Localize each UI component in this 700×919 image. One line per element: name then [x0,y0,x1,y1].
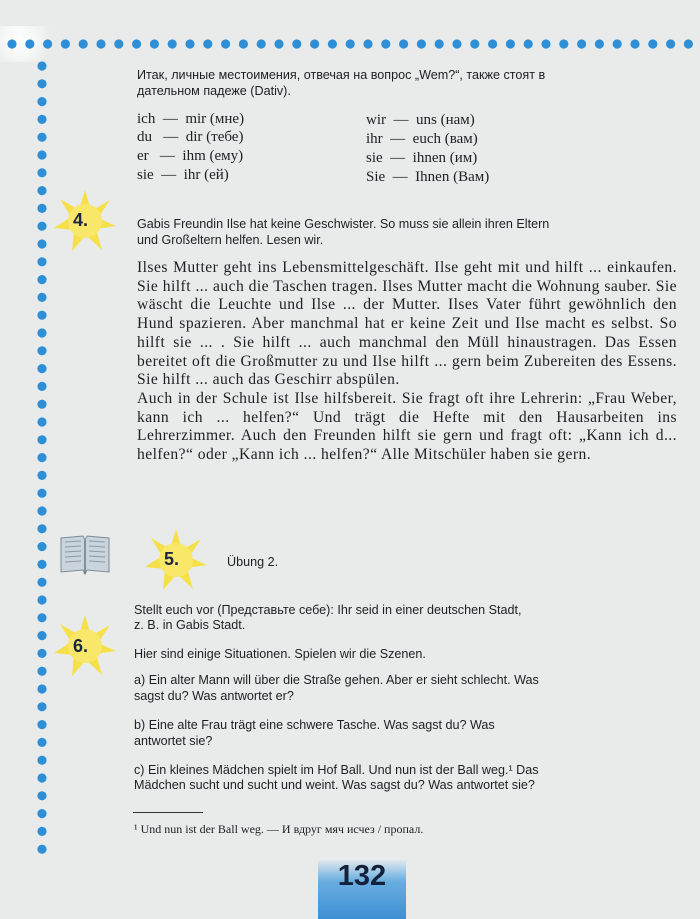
border-dot [114,39,123,48]
border-dot [25,39,34,48]
border-dot [37,239,46,248]
situation-c-line-2: Mädchen sucht und sucht und weint. Was sagst du? Was antwortet sie? [134,778,535,792]
border-dot [96,39,105,48]
border-dot [613,39,622,48]
pronoun-ihr: ihr — euch (вам) [366,131,478,147]
situation-a-line-2: sagst du? Was antwortet er? [134,689,294,703]
footnote-divider [133,812,203,813]
border-dot [37,631,46,640]
border-dot [37,435,46,444]
situation-b-line-2: antwortet sie? [134,734,213,748]
border-dot [37,417,46,426]
border-dot [37,773,46,782]
border-dot [37,346,46,355]
border-dot [37,560,46,569]
border-dot [310,39,319,48]
border-dot [488,39,497,48]
border-dot [37,168,46,177]
border-dot [221,39,230,48]
border-dot [37,97,46,106]
border-dot [37,542,46,551]
border-dot [150,39,159,48]
pronoun-Sie-formal: Sie — Ihnen (Вам) [366,169,490,185]
dotted-border-left [30,56,54,866]
border-dot [37,133,46,142]
border-dot [452,39,461,48]
border-dot [274,39,283,48]
exercise-6-situations: Hier sind einige Situationen. Spielen wir die Szenen. [134,647,426,661]
border-dot [37,328,46,337]
border-dot [203,39,212,48]
border-dot [37,364,46,373]
border-dot [37,257,46,266]
intro-line-2: дательном падеже (Dativ). [137,84,291,98]
border-dot [37,578,46,587]
border-dot [37,311,46,320]
border-dot [292,39,301,48]
story-paragraph-2: Auch in der Schule ist Ilse hilfsbereit. Sie fragt oft ihre Lehrerin: „Frau Weber, kann ich ... helfen?“ Und trägt die Hefte mit den Hausarbeiten ins Lehrerzimmer. Auch den Freunden hilft sie gern und fragt oft: „Kann ich d... helfen?“ oder „Kann ich ... helfen?“ Alle Mitschüler haben sie gern. [137,389,677,464]
border-dot [399,39,408,48]
exercise-4-text [137,259,677,465]
border-dot [37,186,46,195]
intro-line-1: Итак, личные местоимения, отвечая на вопрос „Wem?“, также стоят в [137,68,546,82]
border-dot [37,150,46,159]
border-dot [37,684,46,693]
exercise-6-number: 6. [73,636,89,656]
border-dot [328,39,337,48]
border-dot [37,293,46,302]
border-dot [37,827,46,836]
border-dot [37,471,46,480]
border-dot [37,115,46,124]
book-icon [59,532,111,576]
border-dot [257,39,266,48]
border-dot [79,39,88,48]
border-dot [37,506,46,515]
border-dot [666,39,675,48]
pronoun-sie-plural: sie — ihnen (им) [366,150,478,166]
border-dot [37,845,46,854]
footnote: ¹ Und nun ist der Ball weg. — И вдруг мяч исчез / пропал. [134,822,424,836]
border-dot [37,809,46,818]
border-dot [61,39,70,48]
border-dot [37,275,46,284]
pronoun-sie: sie — ihr (ей) [137,167,229,183]
page-number: 132 [337,860,387,892]
border-dot [37,204,46,213]
border-dot [381,39,390,48]
exercise-4-instruction-1: Gabis Freundin Ilse hat keine Geschwister. So muss sie allein ihren Eltern [137,217,550,231]
page-number-tab [318,858,406,919]
border-dot [37,382,46,391]
border-dot [417,39,426,48]
border-dot [37,702,46,711]
border-dot [470,39,479,48]
border-dot [506,39,515,48]
border-dot [185,39,194,48]
border-dot [168,39,177,48]
border-dot [37,489,46,498]
pronoun-wir: wir — uns (нам) [366,112,475,128]
border-dot [37,61,46,70]
border-dot [630,39,639,48]
border-dot [132,39,141,48]
situation-c-line-1: c) Ein kleines Mädchen spielt im Hof Ball. Und nun ist der Ball weg.¹ Das [134,763,539,777]
border-dot [559,39,568,48]
border-dot [37,524,46,533]
border-dot [43,39,52,48]
border-dot [37,613,46,622]
border-dot [595,39,604,48]
border-dot [346,39,355,48]
border-dot [37,791,46,800]
exercise-5-number: 5. [164,549,180,569]
situation-a-line-1: a) Ein alter Mann will über die Straße gehen. Aber er sieht schlecht. Was [134,673,539,687]
border-dot [37,400,46,409]
border-dot [37,667,46,676]
border-dot [541,39,550,48]
border-dot [684,39,693,48]
border-dot [37,756,46,765]
border-dot [363,39,372,48]
exercise-6-intro-1: Stellt euch vor (Представьте себе): Ihr seid in einer deutschen Stadt, [134,603,522,617]
situation-b-line-1: b) Eine alte Frau trägt eine schwere Tasche. Was sagst du? Was [134,718,495,732]
border-dot [577,39,586,48]
story-paragraph-1: Ilses Mutter geht ins Lebensmittelgeschäft. Ilse geht mit und hilft ... einkaufen. Sie hilft ... auch die Taschen tragen. Ilses Mutter macht die Wohnung sauber. Sie wäscht die Leuchte und Ilse ... der Mutter. Ilses Vater führt gewöhnlich den Hund spazieren. Aber manchmal hat er keine Zeit und Ilse macht es selbst. So hilft sie ... . Sie hilft ... auch manchmal den Müll hinaustragen. Das Essen bereitet oft die Großmutter zu und Ilse hilft ... gern beim Zubereiten des Essens. Sie hilft ... auch das Geschirr abspülen. [137,259,677,389]
border-dot [37,738,46,747]
border-dot [239,39,248,48]
exercise-4-number: 4. [73,210,89,230]
border-dot [37,720,46,729]
dotted-border-top [0,34,700,56]
exercise-6-intro-2: z. B. in Gabis Stadt. [134,618,246,632]
pronoun-er: er — ihm (ему) [137,148,244,164]
exercise-4-instruction-2: und Großeltern helfen. Lesen wir. [137,233,324,247]
border-dot [37,79,46,88]
border-dot [37,222,46,231]
exercise-5-text: Übung 2. [227,555,279,569]
border-dot [7,39,16,48]
pronoun-du: du — dir (тебе) [137,129,244,145]
pronoun-ich: ich — mir (мне) [137,111,245,127]
border-dot [37,649,46,658]
border-dot [648,39,657,48]
border-dot [37,453,46,462]
border-dot [524,39,533,48]
border-dot [37,595,46,604]
border-dot [435,39,444,48]
